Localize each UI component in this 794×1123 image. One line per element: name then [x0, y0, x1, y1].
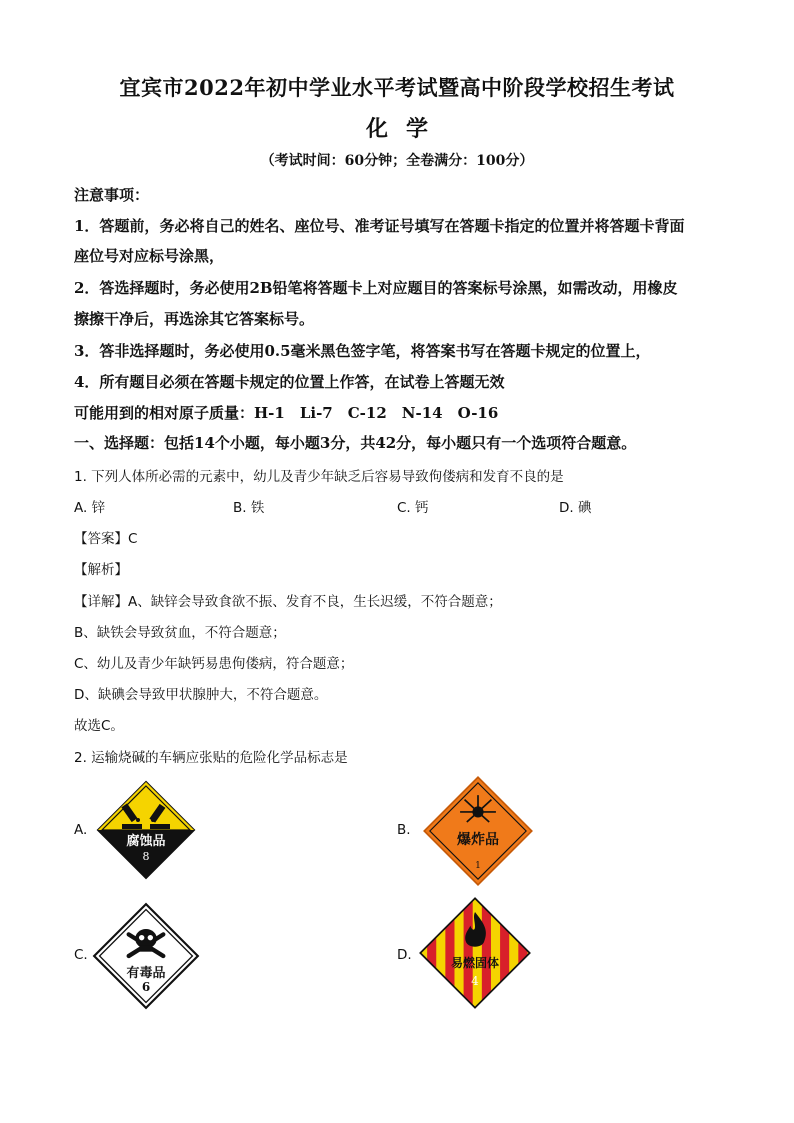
section-heading: 一、选择题：包括14个小题，每小题3分，共42分，每小题只有一个选项符合题意。: [74, 434, 637, 452]
note-line-4: 擦擦干净后，再选涂其它答案标号。: [74, 310, 315, 328]
q2-option-d-label: 易燃固体: [450, 956, 499, 970]
q2-option-c-letter: C.: [74, 947, 88, 963]
q1-option-c: C. 钙: [397, 500, 429, 516]
q2-option-c-num: 6: [141, 980, 151, 994]
q1-analysis-label: 【解析】: [74, 562, 128, 578]
q2-option-d-sign[interactable]: [418, 896, 532, 1010]
q2-option-b-sign[interactable]: [422, 775, 534, 887]
q2-option-d-letter: D.: [397, 947, 412, 963]
note-line-3: 2．答选择题时，务必使用2B铅笔将答题卡上对应题目的答案标号涂黑，如需改动，用橡皮: [74, 279, 678, 297]
note-line-1: 1．答题前，务必将自己的姓名、座位号、准考证号填写在答题卡指定的位置并将答题卡背面: [74, 217, 685, 235]
notes-heading: 注意事项：: [74, 186, 150, 204]
q2-option-a-letter: A.: [74, 822, 88, 838]
q1-detail-5: 故选C。: [74, 718, 124, 734]
q2-option-c-label: 有毒品: [126, 966, 166, 981]
exam-time-info: （考试时间：60分钟；全卷满分：100分）: [260, 153, 534, 169]
q1-option-d: D. 碘: [559, 500, 592, 516]
subject-title: 化学: [365, 116, 446, 142]
q1-detail-3: C、幼儿及青少年缺钙易患佝偻病，符合题意；: [74, 656, 354, 672]
q2-option-a-label: 腐蚀品: [126, 834, 166, 849]
note-line-5: 3．答非选择题时，务必使用0.5毫米黑色签字笔，将答案书写在答题卡规定的位置上，: [74, 342, 651, 360]
q2-option-a-num: 8: [142, 850, 150, 863]
question-2-stem: 2. 运输烧碱的车辆应张贴的危险化学品标志是: [74, 750, 348, 766]
q1-detail-4: D、缺碘会导致甲状腺肿大，不符合题意。: [74, 687, 328, 703]
note-line-6: 4．所有题目必须在答题卡规定的位置上作答，在试卷上答题无效: [74, 373, 505, 391]
q2-option-b-letter: B.: [397, 822, 411, 838]
q1-option-b: B. 铁: [233, 500, 265, 516]
exam-title: 宜宾市2022年初中学业水平考试暨高中阶段学校招生考试: [119, 75, 675, 100]
q2-option-b-label: 爆炸品: [457, 832, 499, 848]
flame-icon: [418, 896, 532, 1010]
note-line-2: 座位号对应标号涂黑，: [74, 247, 225, 265]
q2-option-d-num: 4: [471, 974, 479, 988]
q2-option-c-sign[interactable]: [92, 902, 200, 1010]
q1-option-a: A. 锌: [74, 500, 106, 516]
q2-option-b-num: 1: [475, 861, 481, 871]
q1-answer: 【答案】C: [74, 531, 138, 547]
question-1-stem: 1. 下列人体所必需的元素中，幼儿及青少年缺乏后容易导致佝偻病和发育不良的是: [74, 469, 564, 485]
atomic-masses: 可能用到的相对原子质量：H-1 Li-7 C-12 N-14 O-16: [74, 404, 499, 422]
q2-option-a-sign[interactable]: [96, 780, 196, 880]
q1-detail-2: B、缺铁会导致贫血，不符合题意；: [74, 625, 286, 641]
q1-detail-1: 【详解】A、缺锌会导致食欲不振、发育不良，生长迟缓，不符合题意；: [74, 594, 502, 610]
